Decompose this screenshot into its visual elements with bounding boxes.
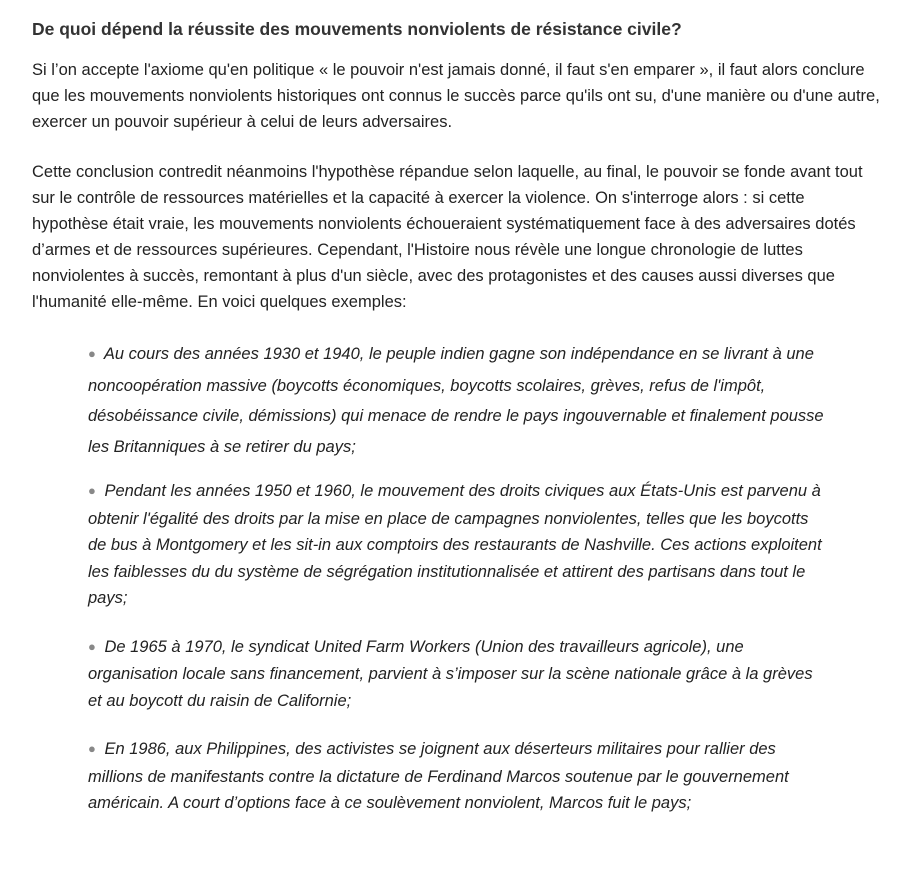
bullet-icon: ● <box>88 638 96 654</box>
article-body <box>32 17 882 839</box>
list-item <box>88 736 828 817</box>
list-item <box>88 634 828 715</box>
example-text-civil-rights: Pendant les années 1950 et 1960, le mouvement des droits civiques aux États-Unis est parvenu à obtenir l'égalité des droits par la mise en place de campagnes nonviolentes, telles que les boycotts de bus à Montgomery et les sit-in aux comptoirs des restaurants de Nashville. Ces actions exploitent les faiblesses du du système de ségrégation institutionnalisée et attirent des partisans dans tout le pays; <box>88 482 822 607</box>
bullet-icon: ● <box>88 741 96 756</box>
example-text-philippines: En 1986, aux Philippines, des activistes se joignent aux déserteurs militaires pour rallier des millions de manifestants contre la dictature de Ferdinand Marcos soutenue par le gouvernement américain. A court d’options face à ce soulèvement nonviolent, Marcos fuit le pays; <box>88 740 789 812</box>
intro-paragraph: Si l’on accepte l'axiome qu'en politique « le pouvoir n'est jamais donné, il faut s'en emparer », il faut alors conclure que les mouvements nonviolents historiques ont connus le succès parce qu'ils ont su, d'une manière ou d'une autre, exercer un pouvoir supérieur à celui de leurs adversaires. <box>32 61 880 131</box>
bullet-icon: ● <box>88 483 96 498</box>
article-heading: De quoi dépend la réussite des mouvements nonviolents de résistance civile? <box>32 19 682 39</box>
context-paragraph: Cette conclusion contredit néanmoins l'hypothèse répandue selon laquelle, au final, le pouvoir se fonde avant tout sur le contrôle de ressources matérielles et la capacité à exercer la violence. On s'interroge alors : si cette hypothèse était vraie, les mouvements nonviolents échoueraient systématiquement face à des adversaires dotés d’armes et de ressources supérieures. Cependant, l'Histoire nous révèle une longue chronologie de luttes nonviolentes à succès, remontant à plus d'un siècle, avec des protagonistes et des causes aussi diverses que l'humanité elle-même. En voici quelques exemples: <box>32 163 863 311</box>
list-item <box>88 478 828 612</box>
bullet-icon: ● <box>88 346 96 361</box>
list-item <box>88 339 828 462</box>
example-text-farm-workers: De 1965 à 1970, le syndicat United Farm Workers (Union des travailleurs agricole), une organisation locale sans financement, parvient à s’imposer sur la scène nationale grâce à la grèves et au boycott du raisin de Californie; <box>88 637 813 710</box>
examples-list <box>32 339 828 817</box>
example-text-india: Au cours des années 1930 et 1940, le peuple indien gagne son indépendance en se livrant à une noncoopération massive (boycotts économiques, boycotts scolaires, grèves, refus de l'impôt, désobéissance civile, démissions) qui menace de rendre le pays ingouvernable et finalement pousse les Britanniques à se retirer du pays; <box>88 345 824 456</box>
